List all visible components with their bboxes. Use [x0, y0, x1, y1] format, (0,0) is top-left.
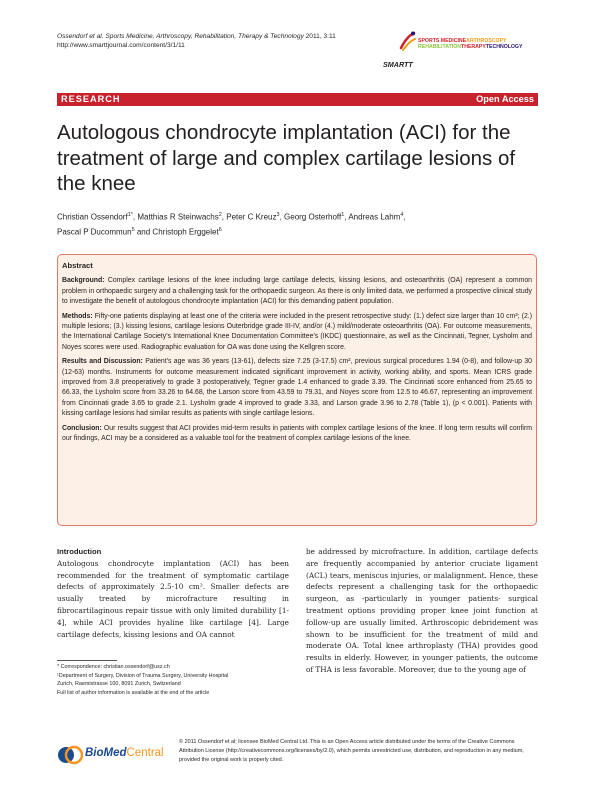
logo-technology: TECHNOLOGY [485, 44, 523, 51]
logo-arthroscopy: ARTHROSCOPY [466, 38, 507, 44]
author-name: Pascal P Ducommun [57, 227, 132, 237]
abstract-background [62, 276, 532, 307]
biomed-central-logo-text [85, 747, 164, 759]
author-affiliation: 1 [341, 212, 345, 218]
author-name: Matthias R Steinwachs [137, 212, 219, 222]
abstract-methods [62, 312, 532, 354]
central-word: Central [126, 747, 164, 759]
introduction-text-right: be addressed by microfracture. In addition, cartilage defects are frequently accompanied by anterior cruciate ligament (ACL) tears, meniscus injuries, or malalignment. Hence, these defects represent a challenging task for the orthopaedic surgeon, as -particularly in younger patients- surgical treatment options providing proper knee joint function at follow-up are usually limited. Arthroscopic debridement was shown to be insufficient for the treatment of mild and moderate OA. Total knee arthroplasty (THA) provides good results in elderly. However, in younger patients, the outcome of THA is less favorable. Moreover, due to the young age of [306, 547, 538, 674]
biomed-central-logo-icon [57, 744, 83, 766]
citation-authors: Ossendorf et al. [57, 33, 104, 40]
background-text: Complex cartilage lesions of the knee including large cartilage defects, kissing lesions, and osteoarthritis (OA) represent a common problem in orthopaedic surgery and a challenging task for the orthopaedic surgeon. As there is only limited data, we performed a prospective clinical study to investigate the benefit of autologous chondrocyte implantation (ACI) for this demanding patient population. [62, 277, 532, 306]
results-text: Patient's age was 36 years (13-61), defects size 7.25 (3-17.5) cm², previous surgical procedures 1.94 (0-8), and follow-up 30 (12-63) months. Instruments for outcome measurement indicated significant improvement in activity, working ability, and sports. Mean ICRS grade improved from 3.8 preoperatively to grade 3 postoperatively, Tegner grade 1.4 enhanced to grade 3.39. The Cincinnati score enhanced from 25.65 to 66.33, the Lysholm score from 33.26 to 64.68, the Larson score from 43.59 to 79.31, and Noyes score from 12.5 to 46.67, representing an improvement from Cincinnati grade 3.65 to grade 2.1. Lysholm grade 4 improved to grade 3.33, and Larson grade 3.96 to 2.78 (Table 1), (p < 0.001). Patients with kissing cartilage lesions had similar results as patients with single cartilage lesions. [62, 358, 533, 418]
logo-therapy: THERAPY [461, 44, 486, 51]
author-affiliation: 2 [218, 212, 222, 218]
abstract-conclusion [62, 424, 532, 445]
methods-text: Fifty-one patients displaying at least one of the criteria were included in the present retrospective study: (1.) defect size larger than 10 cm²; (2.) multiple lesions; (3.) kissing lesions, cartilage lesions Outerbridge grade III-IV, and/or (4.) mild/moderate osteoarthritis (OA). For outcome measurements, the International Cartilage Society's International Knee Documentation Committee's (IKDC) questionnaire, as well as the Cincinnati, Tegner, Lysholm and Noyes scores were used. Radiographic evaluation for OA was done using the Kellgren score. [62, 312, 532, 351]
author-name: Peter C Kreuz [226, 212, 277, 222]
smartt-logo-icon [398, 30, 416, 52]
methods-label: Methods: [62, 312, 93, 320]
affiliation-line-1: ¹Department of Surgery, Division of Trauma Surgery, University Hospital [57, 672, 229, 679]
conclusion-text: Our results suggest that ACI provides mid-term results in patients with complex cartilage lesions of the knee. If long term results will confirm our findings, ACI may be a considered as a valuable tool for the treatment of complex cartilage lesions of the knee. [62, 424, 532, 443]
footnote-divider [57, 660, 117, 661]
license-notice: © 2011 Ossendorf et al; licensee BioMed Central Ltd. This is an Open Access article distributed under the terms of the Creative Commons Attribution License (http://creativecommons.org/licenses/by/2.0), which permits unrestricted use, distribution, and reproduction in any medium, provided the original work is properly cited. [179, 739, 524, 764]
citation-year-volume: 2011, 3:11 [305, 33, 336, 40]
abstract-content [62, 261, 532, 449]
article-title: Autologous chondrocyte implantation (ACI) for the treatment of large and complex cartilage lesions of the knee [57, 121, 516, 195]
author-affiliation: 3 [276, 212, 280, 218]
body-right-column [306, 546, 538, 676]
background-label: Background: [62, 277, 105, 285]
correspondence-note[interactable]: * Correspondence: christian.ossendorf@usz.ch [57, 664, 170, 670]
smartt-logo-name: SMARTT [383, 60, 413, 69]
body-left-column [57, 546, 289, 640]
author-name: Andreas Lahm [348, 212, 401, 222]
author-info-note: Full list of author information is available at the end of the article [57, 689, 210, 696]
citation-header [57, 33, 336, 50]
article-url[interactable]: http://www.smarttjournal.com/content/3/1/11 [57, 41, 185, 49]
affiliation-line-2: Zurich, Raemistrasse 100, 8091 Zurich, Switzerland [57, 681, 181, 687]
author-name: Georg Osterhoff [284, 212, 342, 222]
citation-journal: Sports Medicine, Arthroscopy, Rehabilitation, Therapy & Technology [105, 33, 304, 40]
section-banner [57, 93, 538, 106]
author-list: Christian Ossendorf$^{1*}$, Matthias R Steinwachs$^2$, Peter C Kreuz$^3$, Georg Osterhoff$^1$, Andreas Lahm$^4$, Pascal P Ducommun$^5$ and Christoph Erggelet$^6$ [57, 212, 406, 237]
author-affiliation: 1* [127, 212, 133, 218]
conclusion-label: Conclusion: [62, 424, 102, 432]
author-affiliation: 5 [131, 227, 135, 234]
banner-open-access-label: Open Access [476, 94, 534, 104]
logo-sports-medicine: SPORTS MEDICINE [418, 38, 467, 44]
abstract-heading: Abstract [62, 261, 93, 270]
footnote-block [57, 663, 289, 697]
biomed-word: BioMed [85, 747, 127, 759]
results-label: Results and Discussion: [62, 358, 143, 366]
introduction-text-left: Autologous chondrocyte implantation (ACI) has been recommended for the treatment of symptomatic cartilage defects of approximately 2.5-10 cm². Smaller defects are usually treated by microfracture resulting in fibrocartilaginous repair tissue with only limited durability [1-4], while ACI provides hyaline like cartilage [4]. Large cartilage defects, kissing lesions and OA cannot [57, 558, 289, 639]
author-name: Christian Ossendorf [57, 212, 128, 222]
journal-logo-text [418, 38, 522, 51]
author-affiliation: 4 [400, 212, 404, 218]
banner-research-label: RESEARCH [61, 94, 121, 104]
abstract-results [62, 357, 532, 419]
introduction-heading: Introduction [57, 547, 102, 556]
logo-rehabilitation: REHABILITATION [418, 44, 462, 51]
author-affiliation: 6 [218, 227, 222, 234]
author-name: Christoph Erggelet [152, 227, 219, 237]
